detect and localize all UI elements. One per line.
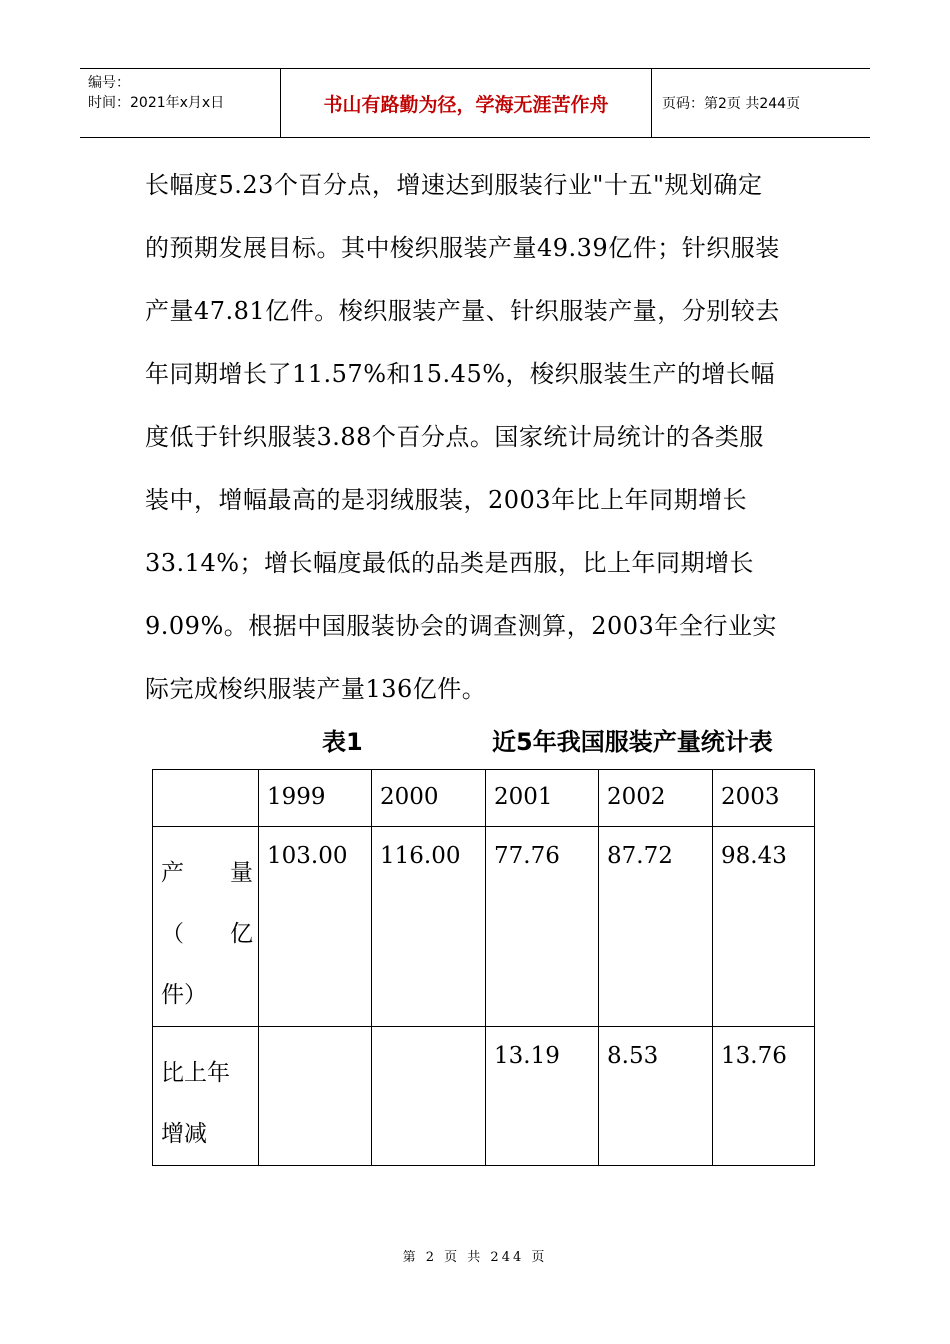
table-cell: 87.72 — [599, 827, 713, 1027]
table-cell: 116.00 — [372, 827, 486, 1027]
row-label-line: 比上年 — [161, 1060, 230, 1086]
header-page-info: 页码：第2页 共244页 — [662, 96, 801, 112]
row-label — [153, 1027, 259, 1166]
row-label — [153, 827, 259, 1027]
year-header: 2003 — [713, 770, 815, 827]
body-line: 产量47.81亿件。梭织服装产量、针织服装产量，分别较去 — [145, 297, 780, 325]
table-cell: 13.19 — [486, 1027, 599, 1166]
page-footer: 第 2 页 共 244 页 — [402, 1250, 548, 1265]
table-header-row — [153, 770, 815, 827]
year-header: 2002 — [599, 770, 713, 827]
row-label-line: 件） — [161, 982, 207, 1008]
table-cell: 77.76 — [486, 827, 599, 1027]
row-label-line: 增减 — [161, 1121, 207, 1147]
body-line: 年同期增长了11.57%和15.45%，梭织服装生产的增长幅 — [145, 360, 776, 388]
header-motto: 书山有路勤为径，学海无涯苦作舟 — [280, 69, 652, 137]
table-caption-title: 近5年我国服装产量统计表 — [492, 728, 773, 756]
body-paragraph — [145, 154, 810, 721]
table-cell: 98.43 — [713, 827, 815, 1027]
table-cell: 8.53 — [599, 1027, 713, 1166]
body-line: 33.14%；增长幅度最低的品类是西服，比上年同期增长 — [145, 549, 755, 577]
table-row — [153, 827, 815, 1027]
production-table — [152, 769, 815, 1166]
row-label-line: 产 量 — [161, 860, 253, 886]
table-cell — [372, 1027, 486, 1166]
table-row — [153, 1027, 815, 1166]
body-line: 装中，增幅最高的是羽绒服装，2003年比上年同期增长 — [145, 486, 748, 514]
body-line: 际完成梭织服装产量136亿件。 — [145, 675, 487, 703]
year-header: 2001 — [486, 770, 599, 827]
page-header — [80, 68, 870, 138]
body-line: 长幅度5.23个百分点，增速达到服装行业"十五"规划确定 — [145, 171, 763, 199]
table-corner-cell — [153, 770, 259, 827]
body-line: 的预期发展目标。其中梭织服装产量49.39亿件；针织服装 — [145, 234, 780, 262]
body-line: 度低于针织服装3.88个百分点。国家统计局统计的各类服 — [145, 423, 764, 451]
table-cell — [259, 1027, 372, 1166]
header-meta — [80, 69, 280, 137]
time-label: 时间：2021年x月x日 — [88, 95, 225, 111]
table-caption-number: 表1 — [322, 728, 363, 756]
row-label-line: （ 亿 — [161, 921, 253, 947]
table-cell: 103.00 — [259, 827, 372, 1027]
year-header: 2000 — [372, 770, 486, 827]
number-label: 编号： — [88, 75, 130, 91]
body-line: 9.09%。根据中国服装协会的调查测算，2003年全行业实 — [145, 612, 777, 640]
year-header: 1999 — [259, 770, 372, 827]
table-cell: 13.76 — [713, 1027, 815, 1166]
